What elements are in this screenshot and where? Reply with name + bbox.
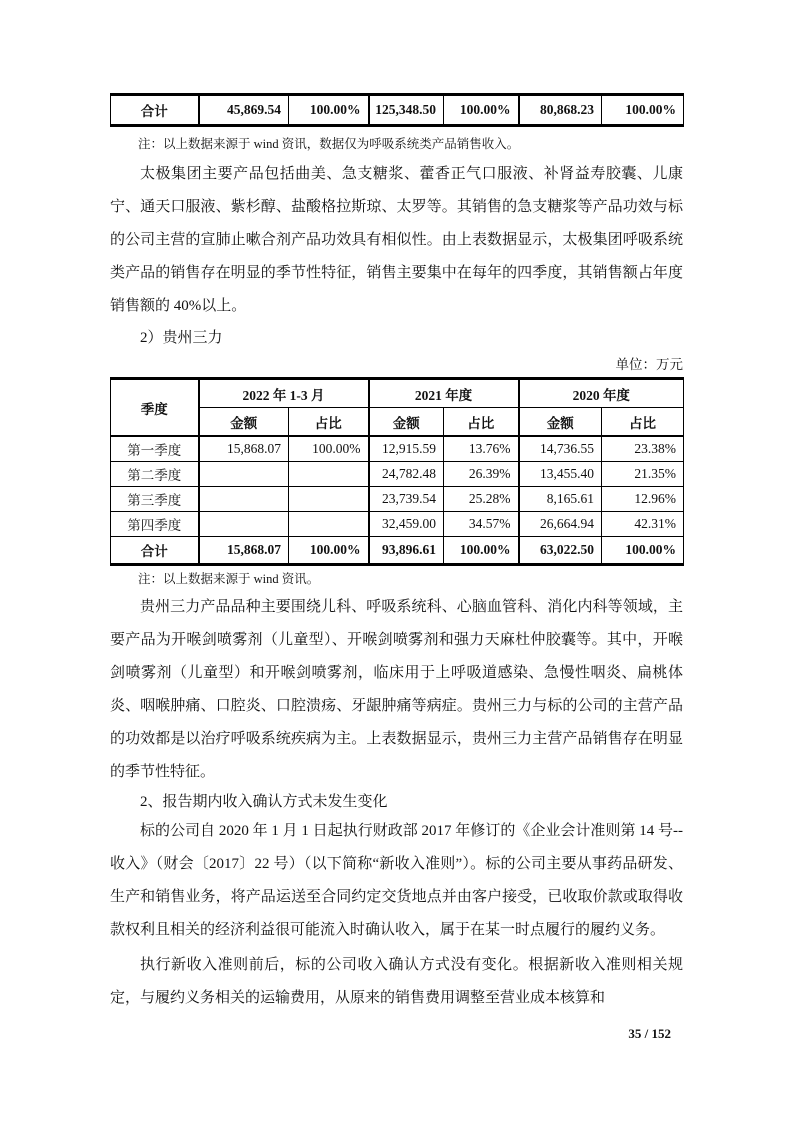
cell-q4-amount-2020: 26,664.94 — [519, 512, 602, 537]
total-ratio-2022: 100.00% — [289, 95, 369, 126]
cell-q1-label: 第一季度 — [111, 436, 199, 462]
cell-q2-ratio-2021: 26.39% — [444, 462, 519, 487]
summary-table-total-fragment — [110, 93, 684, 127]
table-note-2: 注：以上数据来源于 wind 资讯。 — [138, 572, 320, 586]
table-note-1: 注：以上数据来源于 wind 资讯，数据仅为呼吸系统类产品销售收入。 — [138, 137, 520, 151]
total-amount-2021: 125,348.50 — [369, 95, 444, 126]
cell-q2-amount-2022 — [199, 462, 289, 487]
header-period-2020: 2020 年度 — [519, 379, 684, 408]
cell-total-ratio-2022: 100.00% — [289, 537, 369, 565]
cell-q4-ratio-2021: 34.57% — [444, 512, 519, 537]
cell-q1-amount-2020: 14,736.55 — [519, 436, 602, 462]
quarterly-sales-table — [110, 377, 684, 566]
cell-q2-amount-2020: 13,455.40 — [519, 462, 602, 487]
header-period-2021: 2021 年度 — [369, 379, 519, 408]
header-quarter: 季度 — [111, 379, 199, 437]
cell-q3-ratio-2020: 12.96% — [602, 487, 684, 512]
total-amount-2022: 45,869.54 — [199, 95, 289, 126]
cell-q4-label: 第四季度 — [111, 512, 199, 537]
paragraph-revenue-change: 执行新收入准则前后，标的公司收入确认方式没有变化。根据新收入准则相关规定，与履约义务相关的运输费用，从原来的销售费用调整至营业成本核算和 — [110, 957, 683, 1006]
table-row-q4 — [111, 512, 684, 537]
cell-q1-amount-2021: 12,915.59 — [369, 436, 444, 462]
total-ratio-2020: 100.00% — [625, 102, 676, 117]
header-ratio-2020: 占比 — [602, 408, 684, 437]
page-number: 35 / 152 — [628, 1026, 671, 1041]
cell-q1-ratio-2021: 13.76% — [444, 436, 519, 462]
cell-q1-ratio-2020: 23.38% — [602, 436, 684, 462]
cell-q2-ratio-2020: 21.35% — [602, 462, 684, 487]
table-row-q2 — [111, 462, 684, 487]
table-row-total — [111, 537, 684, 565]
table-row-q1 — [111, 436, 684, 462]
cell-q3-label: 第三季度 — [111, 487, 199, 512]
header-amount-2022: 金额 — [199, 408, 289, 437]
cell-q2-amount-2021: 24,782.48 — [369, 462, 444, 487]
cell-q3-amount-2021: 23,739.54 — [369, 487, 444, 512]
cell-q3-ratio-2021: 25.28% — [444, 487, 519, 512]
cell-q2-ratio-2022 — [289, 462, 369, 487]
unit-label: 单位：万元 — [615, 357, 683, 372]
cell-q4-ratio-2022 — [289, 512, 369, 537]
section-heading-revenue-recognition: 2、报告期内收入确认方式未发生变化 — [140, 794, 388, 810]
page-content — [0, 93, 793, 1015]
header-amount-2021: 金额 — [369, 408, 444, 437]
cell-q1-ratio-2022: 100.00% — [289, 436, 369, 462]
total-amount-2020: 80,868.23 — [519, 95, 602, 126]
cell-total-amount-2020: 63,022.50 — [519, 537, 602, 565]
cell-q3-ratio-2022 — [289, 487, 369, 512]
paragraph-guizhou-sanli: 贵州三力产品品种主要围绕儿科、呼吸系统科、心脑血管科、消化内科等领域，主要产品为开喉剑喷雾剂（儿童型）、开喉剑喷雾剂和强力天麻杜仲胶囊等。其中，开喉剑喷雾剂（儿童型）和开喉剑喷雾剂，临床用于上呼吸道感染、急慢性咽炎、扁桃体炎、咽喉肿痛、口腔炎、口腔溃疡、牙龈肿痛等病症。贵州三力与标的公司的主营产品的功效都是以治疗呼吸系统疾病为主。上表数据显示，贵州三力主营产品销售存在明显的季节性特征。 — [110, 599, 683, 780]
cell-q4-amount-2021: 32,459.00 — [369, 512, 444, 537]
header-period-2022: 2022 年 1-3 月 — [199, 379, 369, 408]
cell-q4-ratio-2020: 42.31% — [602, 512, 684, 537]
header-amount-2020: 金额 — [519, 408, 602, 437]
table-header-row-periods — [111, 379, 684, 408]
cell-total-label: 合计 — [111, 537, 199, 565]
cell-total-ratio-2020: 100.00% — [625, 542, 676, 557]
total-row — [111, 95, 684, 126]
section-heading-guizhou-sanli: 2）贵州三力 — [140, 330, 223, 346]
table-row-q3 — [111, 487, 684, 512]
total-row-label: 合计 — [111, 95, 199, 126]
cell-total-amount-2022: 15,868.07 — [199, 537, 289, 565]
paragraph-revenue-standard: 标的公司自 2020 年 1 月 1 日起执行财政部 2017 年修订的《企业会计准则第 14 号--收入》（财会〔2017〕22 号）（以下简称“新收入准则”）。标的公司主要从事药品研发、生产和销售业务，将产品运送至合同约定交货地点并由客户接受，已收取价款或取得收款权利且相关的经济利益很可能流入时确认收入，属于在某一时点履行的履约义务。 — [110, 823, 683, 938]
cell-total-ratio-2021: 100.00% — [444, 537, 519, 565]
header-ratio-2022: 占比 — [289, 408, 369, 437]
cell-q1-amount-2022: 15,868.07 — [199, 436, 289, 462]
total-ratio-2021: 100.00% — [444, 95, 519, 126]
paragraph-taiji: 太极集团主要产品包括曲美、急支糖浆、藿香正气口服液、补肾益寿胶囊、儿康宁、通天口服液、紫杉醇、盐酸格拉斯琼、太罗等。其销售的急支糖浆等产品功效与标的公司主营的宣肺止嗽合剂产品功效具有相似性。由上表数据显示，太极集团呼吸系统类产品的销售存在明显的季节性特征，销售主要集中在每年的四季度，其销售额占年度销售额的 40%以上。 — [110, 166, 683, 314]
cell-total-amount-2021: 93,896.61 — [369, 537, 444, 565]
cell-q3-amount-2020: 8,165.61 — [519, 487, 602, 512]
cell-q3-amount-2022 — [199, 487, 289, 512]
cell-q4-amount-2022 — [199, 512, 289, 537]
cell-q2-label: 第二季度 — [111, 462, 199, 487]
header-ratio-2021: 占比 — [444, 408, 519, 437]
